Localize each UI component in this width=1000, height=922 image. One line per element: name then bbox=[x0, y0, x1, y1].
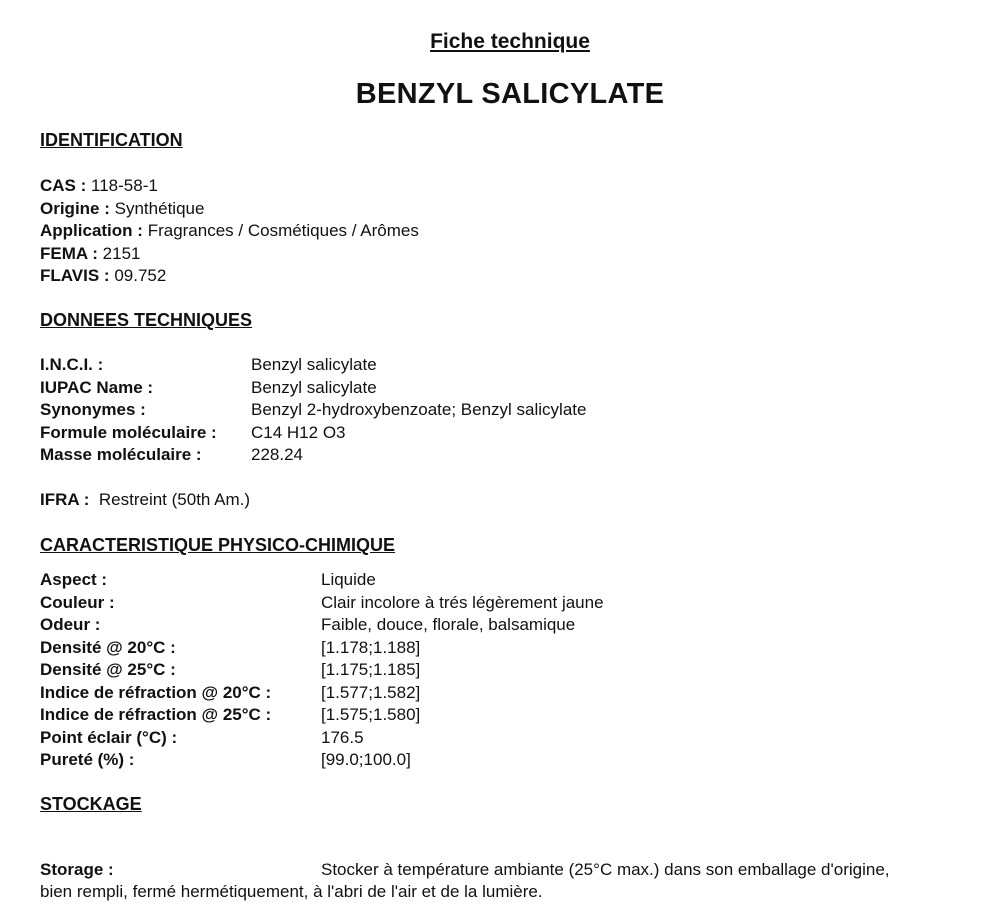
application-value: Fragrances / Cosmétiques / Arômes bbox=[147, 221, 419, 240]
point-eclair-label: Point éclair (°C) : bbox=[40, 727, 178, 747]
refraction20-label: Indice de réfraction @ 20°C : bbox=[40, 682, 272, 702]
refraction20-value: [1.577;1.582] bbox=[321, 682, 421, 702]
storage-label: Storage : bbox=[40, 860, 114, 879]
fema-label: FEMA : bbox=[40, 243, 98, 263]
ifra-label: IFRA : bbox=[40, 490, 90, 509]
inci-value: Benzyl salicylate bbox=[251, 355, 377, 374]
flavis-row bbox=[40, 265, 419, 288]
origine-label: Origine : bbox=[40, 198, 110, 218]
fema-row bbox=[40, 243, 419, 266]
storage-text-line1: Stocker à température ambiante (25°C max.) dans son emballage d'origine, bbox=[321, 860, 890, 879]
point-eclair-value: 176.5 bbox=[321, 727, 364, 747]
formule-value: C14 H12 O3 bbox=[251, 422, 346, 442]
document-subtitle: Fiche technique bbox=[430, 30, 590, 53]
identification-heading: IDENTIFICATION bbox=[40, 130, 183, 150]
iupac-label: IUPAC Name : bbox=[40, 377, 154, 397]
aspect-label: Aspect : bbox=[40, 570, 108, 589]
iupac-value: Benzyl salicylate bbox=[251, 377, 377, 397]
densite20-value: [1.178;1.188] bbox=[321, 637, 421, 657]
document-title: BENZYL SALICYLATE bbox=[355, 78, 665, 110]
odeur-label: Odeur : bbox=[40, 615, 101, 634]
odeur-value: Faible, douce, florale, balsamique bbox=[321, 615, 576, 634]
formule-label: Formule moléculaire : bbox=[40, 422, 217, 442]
origine-value: Synthétique bbox=[114, 198, 205, 218]
application-row bbox=[40, 220, 419, 243]
physico-heading: CARACTERISTIQUE PHYSICO-CHIMIQUE bbox=[40, 535, 396, 555]
densite25-label: Densité @ 25°C : bbox=[40, 660, 176, 679]
application-label: Application : bbox=[40, 221, 143, 240]
couleur-label: Couleur : bbox=[40, 592, 115, 612]
synonymes-label: Synonymes : bbox=[40, 400, 146, 419]
densite20-label: Densité @ 20°C : bbox=[40, 637, 176, 657]
ifra-value: Restreint (50th Am.) bbox=[98, 490, 251, 509]
stockage-heading: STOCKAGE bbox=[40, 794, 142, 814]
flavis-value: 09.752 bbox=[114, 266, 167, 285]
storage-text-line2: bien rempli, fermé hermétiquement, à l'abri de l'air et de la lumière. bbox=[40, 882, 543, 901]
densite25-value: [1.175;1.185] bbox=[321, 660, 421, 679]
purete-value: [99.0;100.0] bbox=[321, 750, 411, 769]
flavis-label: FLAVIS : bbox=[40, 266, 110, 285]
donnees-heading: DONNEES TECHNIQUES bbox=[40, 310, 253, 330]
purete-label: Pureté (%) : bbox=[40, 750, 135, 769]
refraction25-label: Indice de réfraction @ 25°C : bbox=[40, 705, 272, 724]
refraction25-value: [1.575;1.580] bbox=[321, 705, 421, 724]
ifra-row bbox=[40, 489, 250, 512]
synonymes-value: Benzyl 2-hydroxybenzoate; Benzyl salicylate bbox=[251, 400, 587, 419]
cas-value: 118-58-1 bbox=[91, 176, 158, 195]
aspect-value: Liquide bbox=[321, 570, 376, 589]
masse-label: Masse moléculaire : bbox=[40, 445, 202, 464]
cas-label: CAS : bbox=[40, 176, 87, 195]
cas-row bbox=[40, 175, 419, 198]
couleur-value: Clair incolore à trés légèrement jaune bbox=[321, 592, 604, 612]
origine-row bbox=[40, 198, 419, 221]
identification-block bbox=[40, 175, 419, 288]
inci-label: I.N.C.I. : bbox=[40, 355, 104, 374]
masse-value: 228.24 bbox=[251, 445, 303, 464]
fema-value: 2151 bbox=[102, 243, 141, 263]
